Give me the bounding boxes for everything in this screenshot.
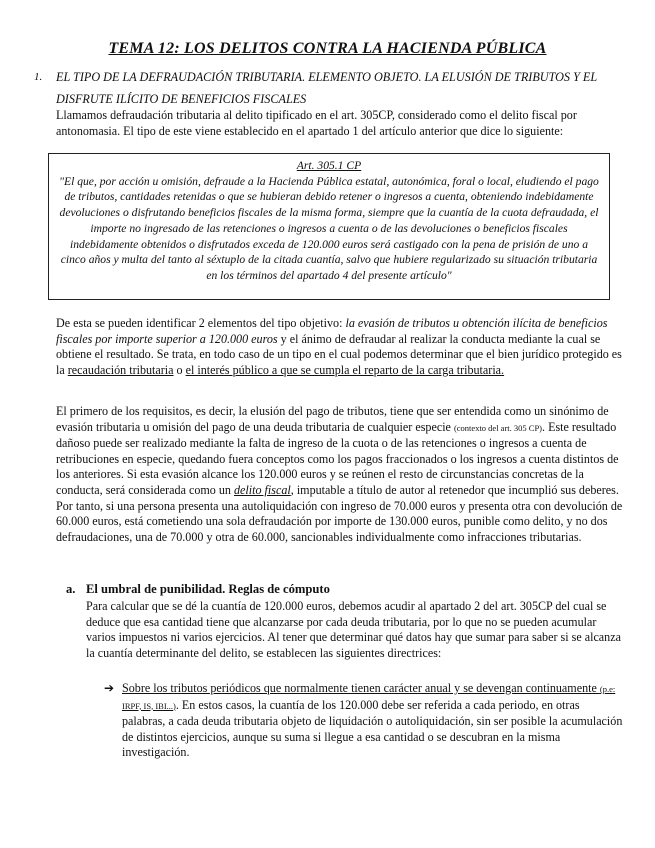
italic-run: la evasión de tributos u obtención ilícita de beneficios fiscales por importe superior a 120.000 euros [56,316,608,346]
subsection-a-label: a. [66,582,76,596]
text-run: o [173,362,186,377]
underlined-run: recaudación tributaria [67,362,174,377]
subsection-a-title: El umbral de punibilidad. Reglas de cómputo [86,582,330,596]
section-1-title: EL TIPO DE LA DEFRAUDACIÓN TRIBUTARIA. ELEMENTO OBJETO. LA ELUSIÓN DE TRIBUTOS Y EL DISFRUTE ILÍCITO DE BENEFICIOS FISCALES [56,70,597,106]
bullet-text [122,681,624,761]
arrow-bullet-icon: ➔ [104,681,115,695]
bullet-item [104,681,624,761]
text-run: De esta se pueden identificar 2 elementos del tipo objetivo: [56,316,346,330]
text-run: . Este resultado dañoso puede ser realizado mediante la falta de ingreso de la cuota o de las retenciones o ingresos a cuenta de retribuciones en especie, quedando fuera conceptos como los pagos fraccionados o los ingresos a cuenta distintos de los anteriores. Si esta evasión alcance los 120.000 euros y se reúnen el resto de circunstancias concretas de la conducta, será considerada como un [56,419,619,497]
page-title: TEMA 12: LOS DELITOS CONTRA LA HACIENDA PÚBLICA [108,40,547,57]
subsection-a-heading [66,582,330,597]
text-run: y el ánimo de defraudar al realizar la conducta mediante la cual se obtiene el resultado. Se trata, en todo caso de un tipo en el cual podemos determinar que el bien jurídico protegido es la [56,331,622,377]
article-quote-box [48,153,610,300]
paragraph-elements [56,316,628,378]
article-quote-text: "El que, por acción u omisión, defraude a la Hacienda Pública estatal, autonómica, foral o local, eludiendo el pago de tributos, cantidades retenidas o que se hubieran debido retener o ingresos a cuenta, obteniendo indebidamente devoluciones o disfrutando beneficios fiscales de la misma forma, siempre que la cuantía de la cuota defraudada, el importe no ingresado de las retenciones o ingresos a cuenta o de las devoluciones o beneficios fiscales indebidamente obtenidos o disfrutados exceda de 120.000 euros será castigado con la pena de prisión de uno a cinco años y multa del tanto al séxtuplo de la citada cuantía, salvo que hubiere regularizado su situación tributaria en los términos del apartado 4 del presente artículo" [59,174,599,282]
underlined-small-note: (p.e: IRPF, IS, IBI...) [122,684,616,711]
text-run: . En estos casos, la cuantía de los 120.000 debe ser referida a cada periodo, en otras palabras, a cada deuda tributaria objeto de liquidación o autoliquidación, sin ser posible la acumulación de distintos ejercicios, aunque su suma si llegue a esa cantidad o se descubran en la misma investigación. [122,697,623,760]
small-note: (contexto del art. 305 CP) [453,422,543,433]
text-run: , imputable a título de autor al retenedor que incumplió sus deberes. Por tanto, si una persona presenta una autoliquidación con ingreso de 70.000 euros y presenta otra con devolución de 60.000 euros, está cometiendo una sola defraudación por importe de 130.000 euros, punible como delito, y no dos defraudaciones, una de 70.000 y otra de 60.000, sancionables individualmente como infracciones tributarias. [56,482,623,544]
underlined-run: el interés público a que se cumpla el reparto de la carga tributaria. [185,362,505,377]
text-run: El primero de los requisitos, es decir, la elusión del pago de tributos, tiene que ser entendida como un sinónimo de evasión tributaria u omisión del pago de una deuda tributaria de cualquier especie [56,404,609,434]
subsection-a-paragraph: Para calcular que se dé la cuantía de 120.000 euros, debemos acudir al apartado 2 del art. 305CP del cual se deduce que esa cantidad tiene que alcanzarse por cada deuda tributaria, por lo que no se pueden acumular varios impuestos ni varios ejercicios. Al tener que determinar qué datos hay que sumar para saber si se alcanza la cuantía determinante del delito, se establecen las siguientes directrices: [86,599,621,660]
intro-paragraph: Llamamos defraudación tributaria al delito tipificado en el art. 305CP, considerado como el delito fiscal por antonomasia. El tipo de este viene establecido en el apartado 1 del artículo anterior que dice lo siguiente: [56,108,577,138]
section-1-heading [34,66,624,110]
underlined-italic-run: delito fiscal [233,482,291,497]
paragraph-requirements [56,404,628,545]
section-1-number: 1. [34,71,43,83]
article-reference: Art. 305.1 CP [296,159,362,172]
underlined-run: Sobre los tributos periódicos que normalmente tienen carácter anual y se devengan continuamente [122,681,600,695]
